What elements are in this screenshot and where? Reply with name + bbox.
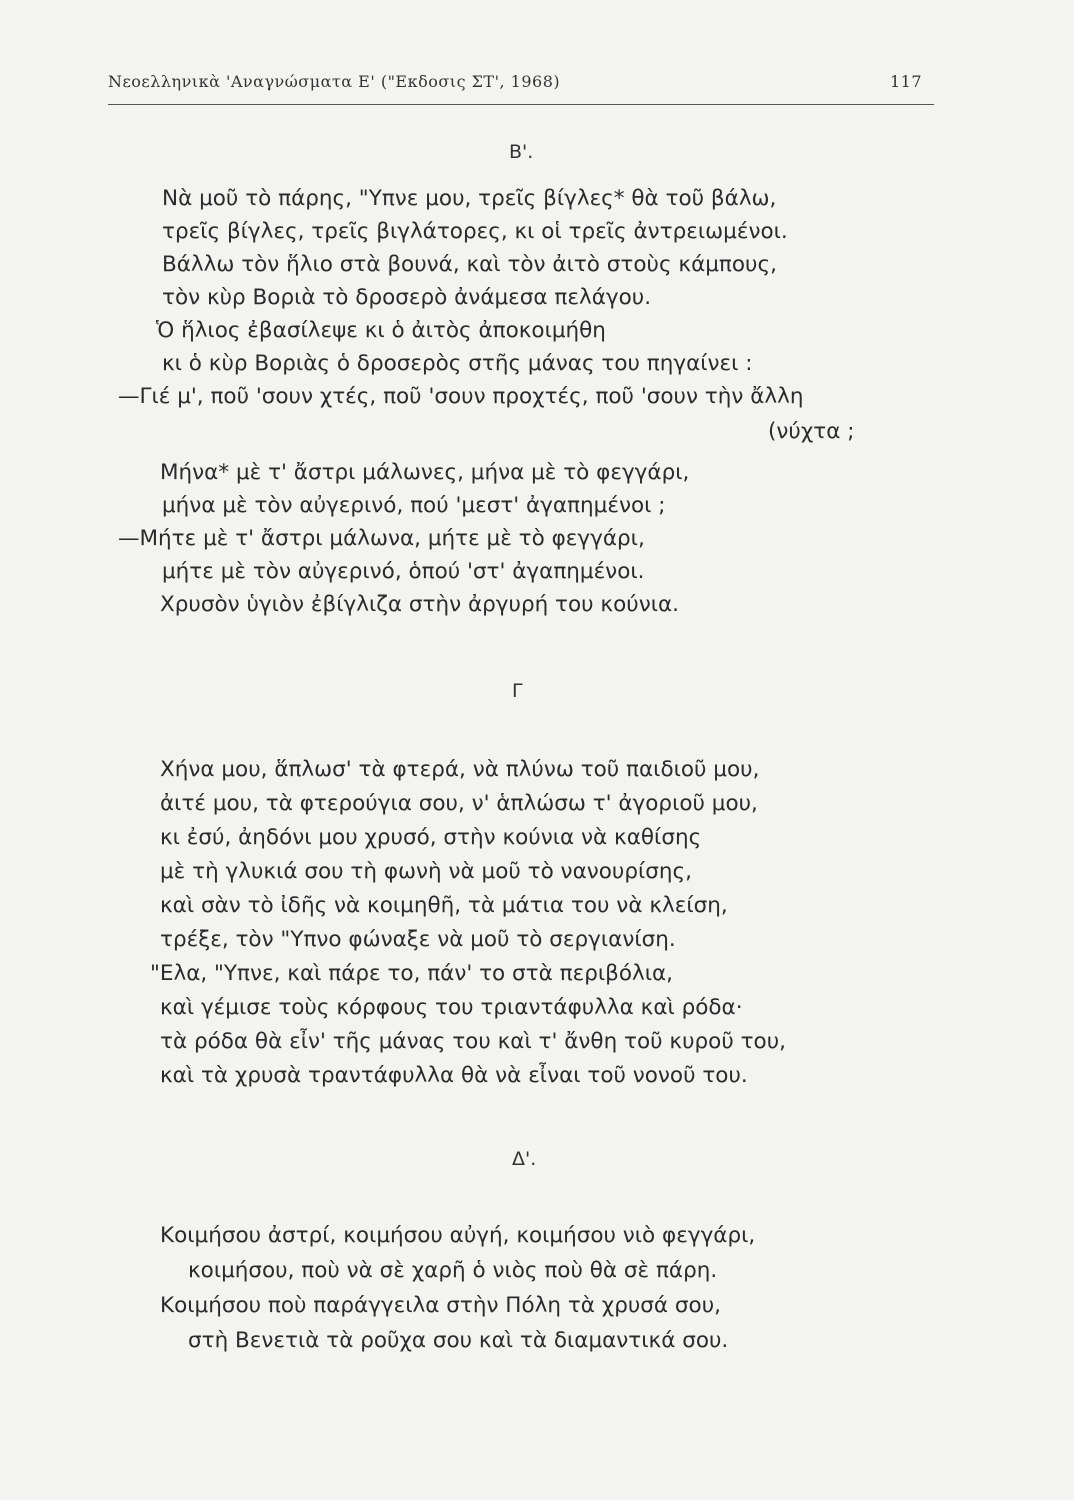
poem-line: κοιμήσου, ποὺ νὰ σὲ χαρῆ ὁ νιὸς ποὺ θὰ σὲ πάρη. <box>188 1258 718 1283</box>
poem-line: Χήνα μου, ἅπλωσ' τὰ φτερά, νὰ πλύνω τοῦ παιδιοῦ μου, <box>160 757 760 782</box>
poem-line: κι ὁ κὺρ Βοριὰς ὁ δροσερὸς στῆς μάνας του πηγαίνει : <box>162 351 753 376</box>
poem-line: Μήνα* μὲ τ' ἄστρι μάλωνες, μήνα μὲ τὸ φεγγάρι, <box>160 460 690 485</box>
poem-line: κι ἐσύ, ἀηδόνι μου χρυσό, στὴν κούνια νὰ καθίσης <box>160 825 702 850</box>
poem-line: —Μήτε μὲ τ' ἄστρι μάλωνα, μήτε μὲ τὸ φεγγάρι, <box>118 526 645 551</box>
poem-line: τρεῖς βίγλες, τρεῖς βιγλάτορες, κι οἱ τρεῖς ἀντρειωμένοι. <box>162 219 788 244</box>
poem-line: Κοιμήσου ἀστρί, κοιμήσου αὐγή, κοιμήσου νιὸ φεγγάρι, <box>160 1223 756 1248</box>
poem-line: καὶ γέμισε τοὺς κόρφους του τριαντάφυλλα καὶ ρόδα· <box>160 995 743 1020</box>
poem-line: στὴ Βενετιὰ τὰ ροῦχα σου καὶ τὰ διαμαντικά σου. <box>188 1328 729 1353</box>
poem-line: Κοιμήσου ποὺ παράγγειλα στὴν Πόλη τὰ χρυσά σου, <box>160 1293 721 1318</box>
page-number: 117 <box>889 72 922 91</box>
poem-line: μήτε μὲ τὸν αὐγερινό, ὁπού 'στ' ἀγαπημένοι. <box>162 559 645 584</box>
poem-line: Ὁ ἥλιος ἐβασίλεψε κι ὁ ἀιτὸς ἀποκοιμήθη <box>156 318 606 343</box>
running-head <box>108 72 922 91</box>
section-mark-d: Δ'. <box>512 1148 537 1170</box>
poem-line: τὸν κὺρ Βοριὰ τὸ δροσερὸ ἀνάμεσα πελάγου. <box>162 285 652 310</box>
poem-line: Χρυσὸν ὑγιὸν ἐβίγλιζα στὴν ἀργυρή του κούνια. <box>160 592 679 617</box>
section-mark-g: Γ <box>512 680 523 702</box>
poem-line: Βάλλω τὸν ἥλιο στὰ βουνά, καὶ τὸν ἀιτὸ στοὺς κάμπους, <box>162 252 777 277</box>
poem-line-continuation: (νύχτα ; <box>768 419 855 444</box>
poem-line: τρέξε, τὸν "Υπνο φώναξε νὰ μοῦ τὸ σεργιανίση. <box>160 927 676 952</box>
poem-line: τὰ ρόδα θὰ εἶν' τῆς μάνας του καὶ τ' ἄνθη τοῦ κυροῦ του, <box>160 1029 786 1054</box>
poem-line: Νὰ μοῦ τὸ πάρης, "Υπνε μου, τρεῖς βίγλες* θὰ τοῦ βάλω, <box>162 186 777 211</box>
poem-line: —Γιέ μ', ποῦ 'σουν χτές, ποῦ 'σουν προχτές, ποῦ 'σουν τὴν ἄλλη <box>118 384 804 409</box>
running-title: Νεοελληνικὰ 'Αναγνώσματα Ε' ("Εκδοσις ΣΤ', 1968) <box>108 72 561 91</box>
poem-line: καὶ τὰ χρυσὰ τραντάφυλλα θὰ νὰ εἶναι τοῦ νονοῦ του. <box>160 1063 748 1088</box>
section-mark-b: Β'. <box>509 141 534 163</box>
poem-line: "Ελα, "Υπνε, καὶ πάρε το, πάν' το στὰ περιβόλια, <box>150 961 673 986</box>
header-rule <box>108 104 934 105</box>
poem-line: καὶ σὰν τὸ ἰδῆς νὰ κοιμηθῆ, τὰ μάτια του νὰ κλείση, <box>160 893 728 918</box>
poem-line: ἀιτέ μου, τὰ φτερούγια σου, ν' ἁπλώσω τ' ἀγοριοῦ μου, <box>160 791 758 816</box>
poem-line: μὲ τὴ γλυκιά σου τὴ φωνὴ νὰ μοῦ τὸ νανουρίσης, <box>160 859 692 884</box>
poem-line: μήνα μὲ τὸν αὐγερινό, πού 'μεστ' ἀγαπημένοι ; <box>162 493 666 518</box>
